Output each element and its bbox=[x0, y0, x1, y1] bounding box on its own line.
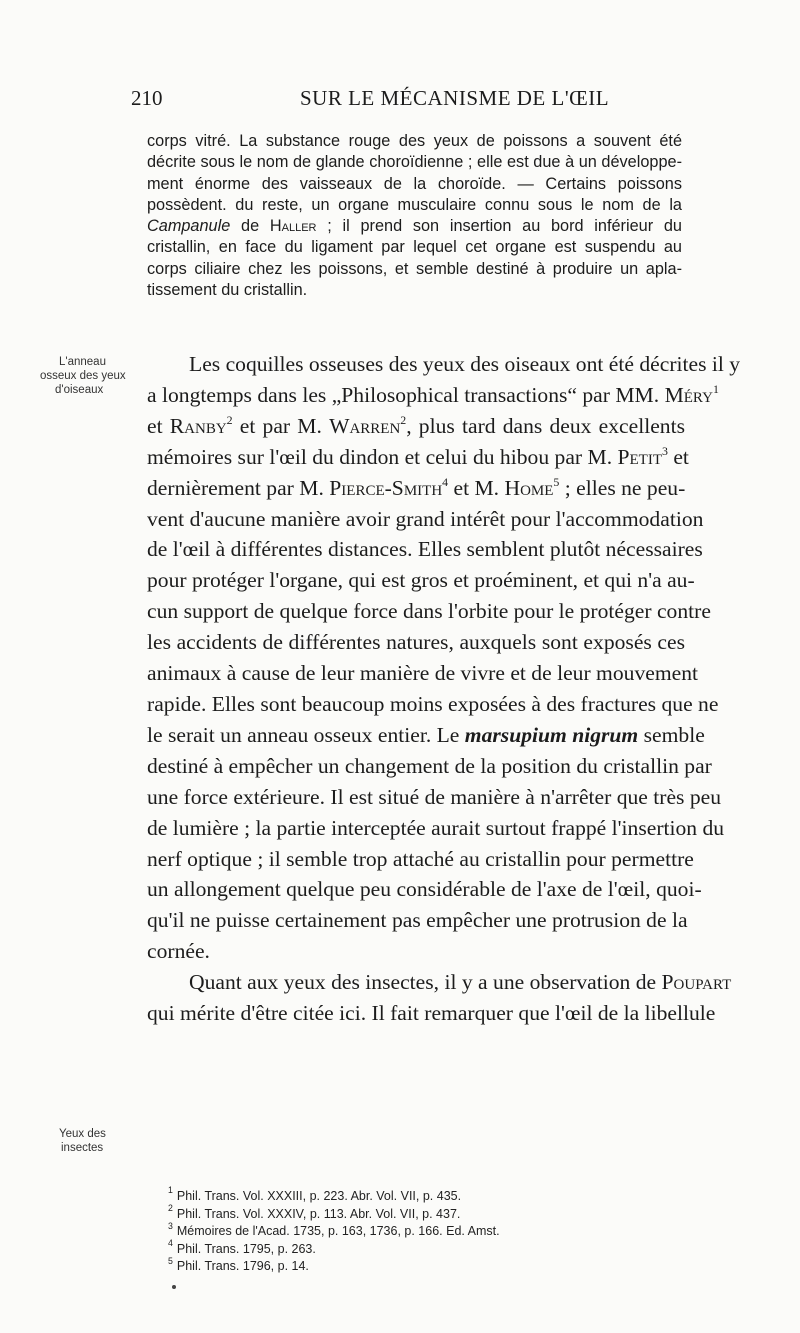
footnote: $^1$ Phil. Trans. Vol. XXXIII, p. 223. Abr. Vol. VII, p. 435. bbox=[168, 1185, 462, 1203]
term-marsupium-nigrum: marsupium nigrum bbox=[464, 722, 639, 747]
main-text bbox=[147, 349, 741, 1029]
margin-note-anneau: L'anneau osseux des yeux d'oiseaux bbox=[40, 356, 126, 396]
author-ranby: Ranby bbox=[169, 413, 227, 438]
text-line: ment énorme des vaisseaux de la choroïde. — Certains poissons bbox=[147, 174, 682, 193]
author-warren: Warren bbox=[329, 413, 401, 438]
text-line: tissement du cristallin. bbox=[147, 281, 308, 300]
term-campanule: Campanule bbox=[147, 217, 231, 236]
running-title: SUR LE MÉCANISME DE L'ŒIL bbox=[300, 86, 610, 110]
page-header bbox=[0, 86, 800, 116]
ink-dot bbox=[172, 1285, 176, 1289]
footnote: $^2$ Phil. Trans. Vol. XXXIV, p. 113. Abr. Vol. VII, p. 437. bbox=[168, 1203, 461, 1221]
footnote: $^5$ Phil. Trans. 1796, p. 14. bbox=[168, 1255, 309, 1274]
paragraph-insectes: Quant aux yeux des insectes, il y a une observation de Poupart qui mérite d'être citée ici. Il fait remarquer que l'œil de la libellule bbox=[147, 970, 732, 1026]
text-line: corps ciliaire chez les poissons, et semble destiné à produire un apla- bbox=[147, 259, 682, 278]
margin-note-insectes: Yeux des insectes bbox=[59, 1128, 106, 1154]
footnote: $^4$ Phil. Trans. 1795, p. 263. bbox=[168, 1238, 316, 1256]
paragraph-oiseaux: Les coquilles osseuses des yeux des oiseaux ont été décrites il y a longtemps dans les „Philosophical transactions“ par MM. Méry$^1$ et Ranby$^2$ et par M. Warren$^2$, plus tard dans deux excellents mémoires sur l'œil du dindon et celui du hibou par M. Petit$^3$ et dernièrement par M. Pierce-Smith$^4$ et M. Home$^5$ ; elles ne peu- vent d'aucune manière avoir grand intérêt pour l'accommodation de l'œil à différentes distances. Elles semblent plutôt nécessaires pour protéger l'organe, qui est gros et proéminent, et qui n'a au- cun support de quelque force dans l'orbite pour le protéger contre les accidents de différentes natures, auxquels sont exposés ces animaux à cause de leur manière de vivre et de leur mouvement rapide. Elles sont beaucoup moins exposées à des fractures que ne le serait un anneau osseux entier. Le marsupium nigrum semble destiné à empêcher un changement de la position du cristallin par une force extérieure. Il est situé de manière à n'arrêter que très peu de lumière ; la partie interceptée aurait surtout frappé l'insertion du nerf optique ; il semble trop attaché au cristallin pour permettre un allongement quelque peu considérable de l'axe de l'œil, quoi- qu'il ne puisse certainement pas empêcher une protrusion de la cornée. bbox=[147, 352, 741, 964]
author-pierce-smith: Pierce-Smith bbox=[329, 475, 443, 500]
footnote: $^3$ Mémoires de l'Acad. 1735, p. 163, 1736, p. 166. Ed. Amst. bbox=[168, 1220, 500, 1239]
text-line: Campanule de Haller ; il prend son insertion au bord inférieur du bbox=[147, 217, 682, 236]
text-line: cristallin, en face du ligament par lequel cet organe est suspendu au bbox=[147, 238, 682, 257]
author-mery: Méry bbox=[664, 382, 713, 407]
text-line: possèdent. du reste, un organe musculaire connu sous le nom de la bbox=[147, 195, 682, 214]
text-line: corps vitré. La substance rouge des yeux de poissons a souvent été bbox=[147, 132, 682, 150]
text-line: décrite sous le nom de glande choroïdienne ; elle est due à un développe- bbox=[147, 153, 682, 172]
paragraph-poissons bbox=[147, 131, 682, 301]
author-haller: Haller bbox=[269, 217, 317, 236]
author-poupart: Poupart bbox=[661, 970, 732, 995]
page-number: 210 bbox=[131, 86, 163, 110]
author-home: Home bbox=[504, 475, 554, 500]
footnotes bbox=[168, 1185, 688, 1276]
author-petit: Petit bbox=[617, 444, 662, 469]
